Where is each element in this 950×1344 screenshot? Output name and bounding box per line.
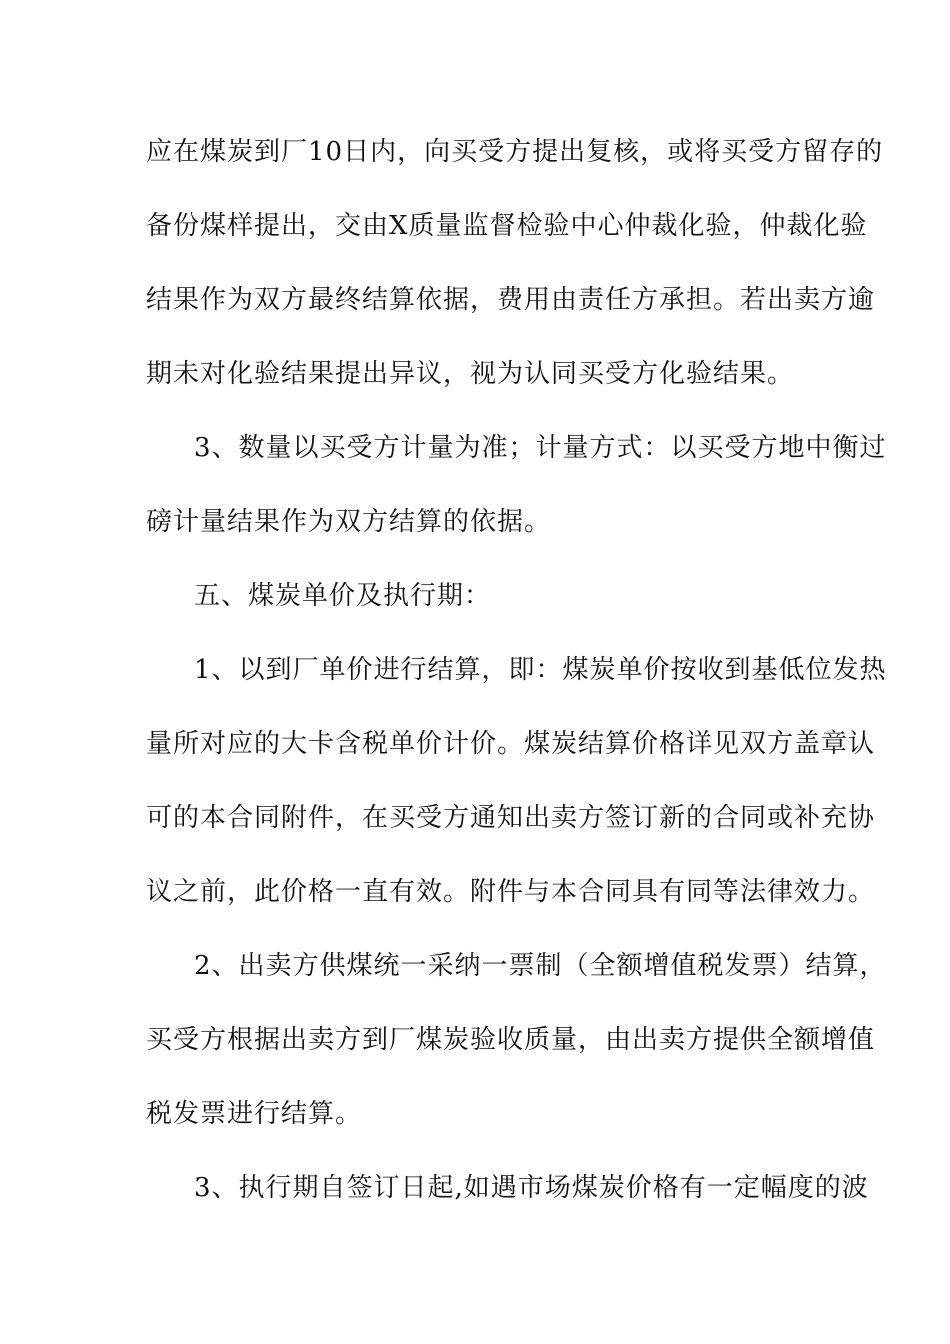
text-line: 应在煤炭到厂10日内，向买受方提出复核，或将买受方留存的 — [146, 137, 884, 167]
text-line: 税发票进行结算。 — [146, 1099, 363, 1129]
text-line: 磅计量结果作为双方结算的依据。 — [146, 507, 552, 537]
text-line: 3、数量以买受方计量为准；计量方式：以买受方地中衡过 — [194, 433, 887, 463]
text-line: 期未对化验结果提出异议，视为认同买受方化验结果。 — [146, 359, 795, 389]
text-line: 议之前，此价格一直有效。附件与本合同具有同等法律效力。 — [146, 877, 876, 907]
text-line: 1、以到厂单价进行结算，即：煤炭单价按收到基低位发热 — [194, 655, 887, 685]
text-line: 结果作为双方最终结算依据，费用由责任方承担。若出卖方逾 — [146, 285, 876, 315]
text-line: 量所对应的大卡含税单价计价。煤炭结算价格详见双方盖章认 — [146, 729, 876, 759]
text-line: 买受方根据出卖方到厂煤炭验收质量，由出卖方提供全额增值 — [146, 1025, 876, 1055]
section-heading: 五、煤炭单价及执行期： — [194, 581, 492, 611]
text-line: 备份煤样提出，交由X质量监督检验中心仲裁化验，仲裁化验 — [146, 211, 868, 241]
text-line: 2、出卖方供煤统一采纳一票制（全额增值税发票）结算， — [194, 951, 887, 981]
text-line: 3、执行期自签订日起,如遇市场煤炭价格有一定幅度的波 — [194, 1173, 869, 1203]
text-line: 可的本合同附件，在买受方通知出卖方签订新的合同或补充协 — [146, 803, 876, 833]
